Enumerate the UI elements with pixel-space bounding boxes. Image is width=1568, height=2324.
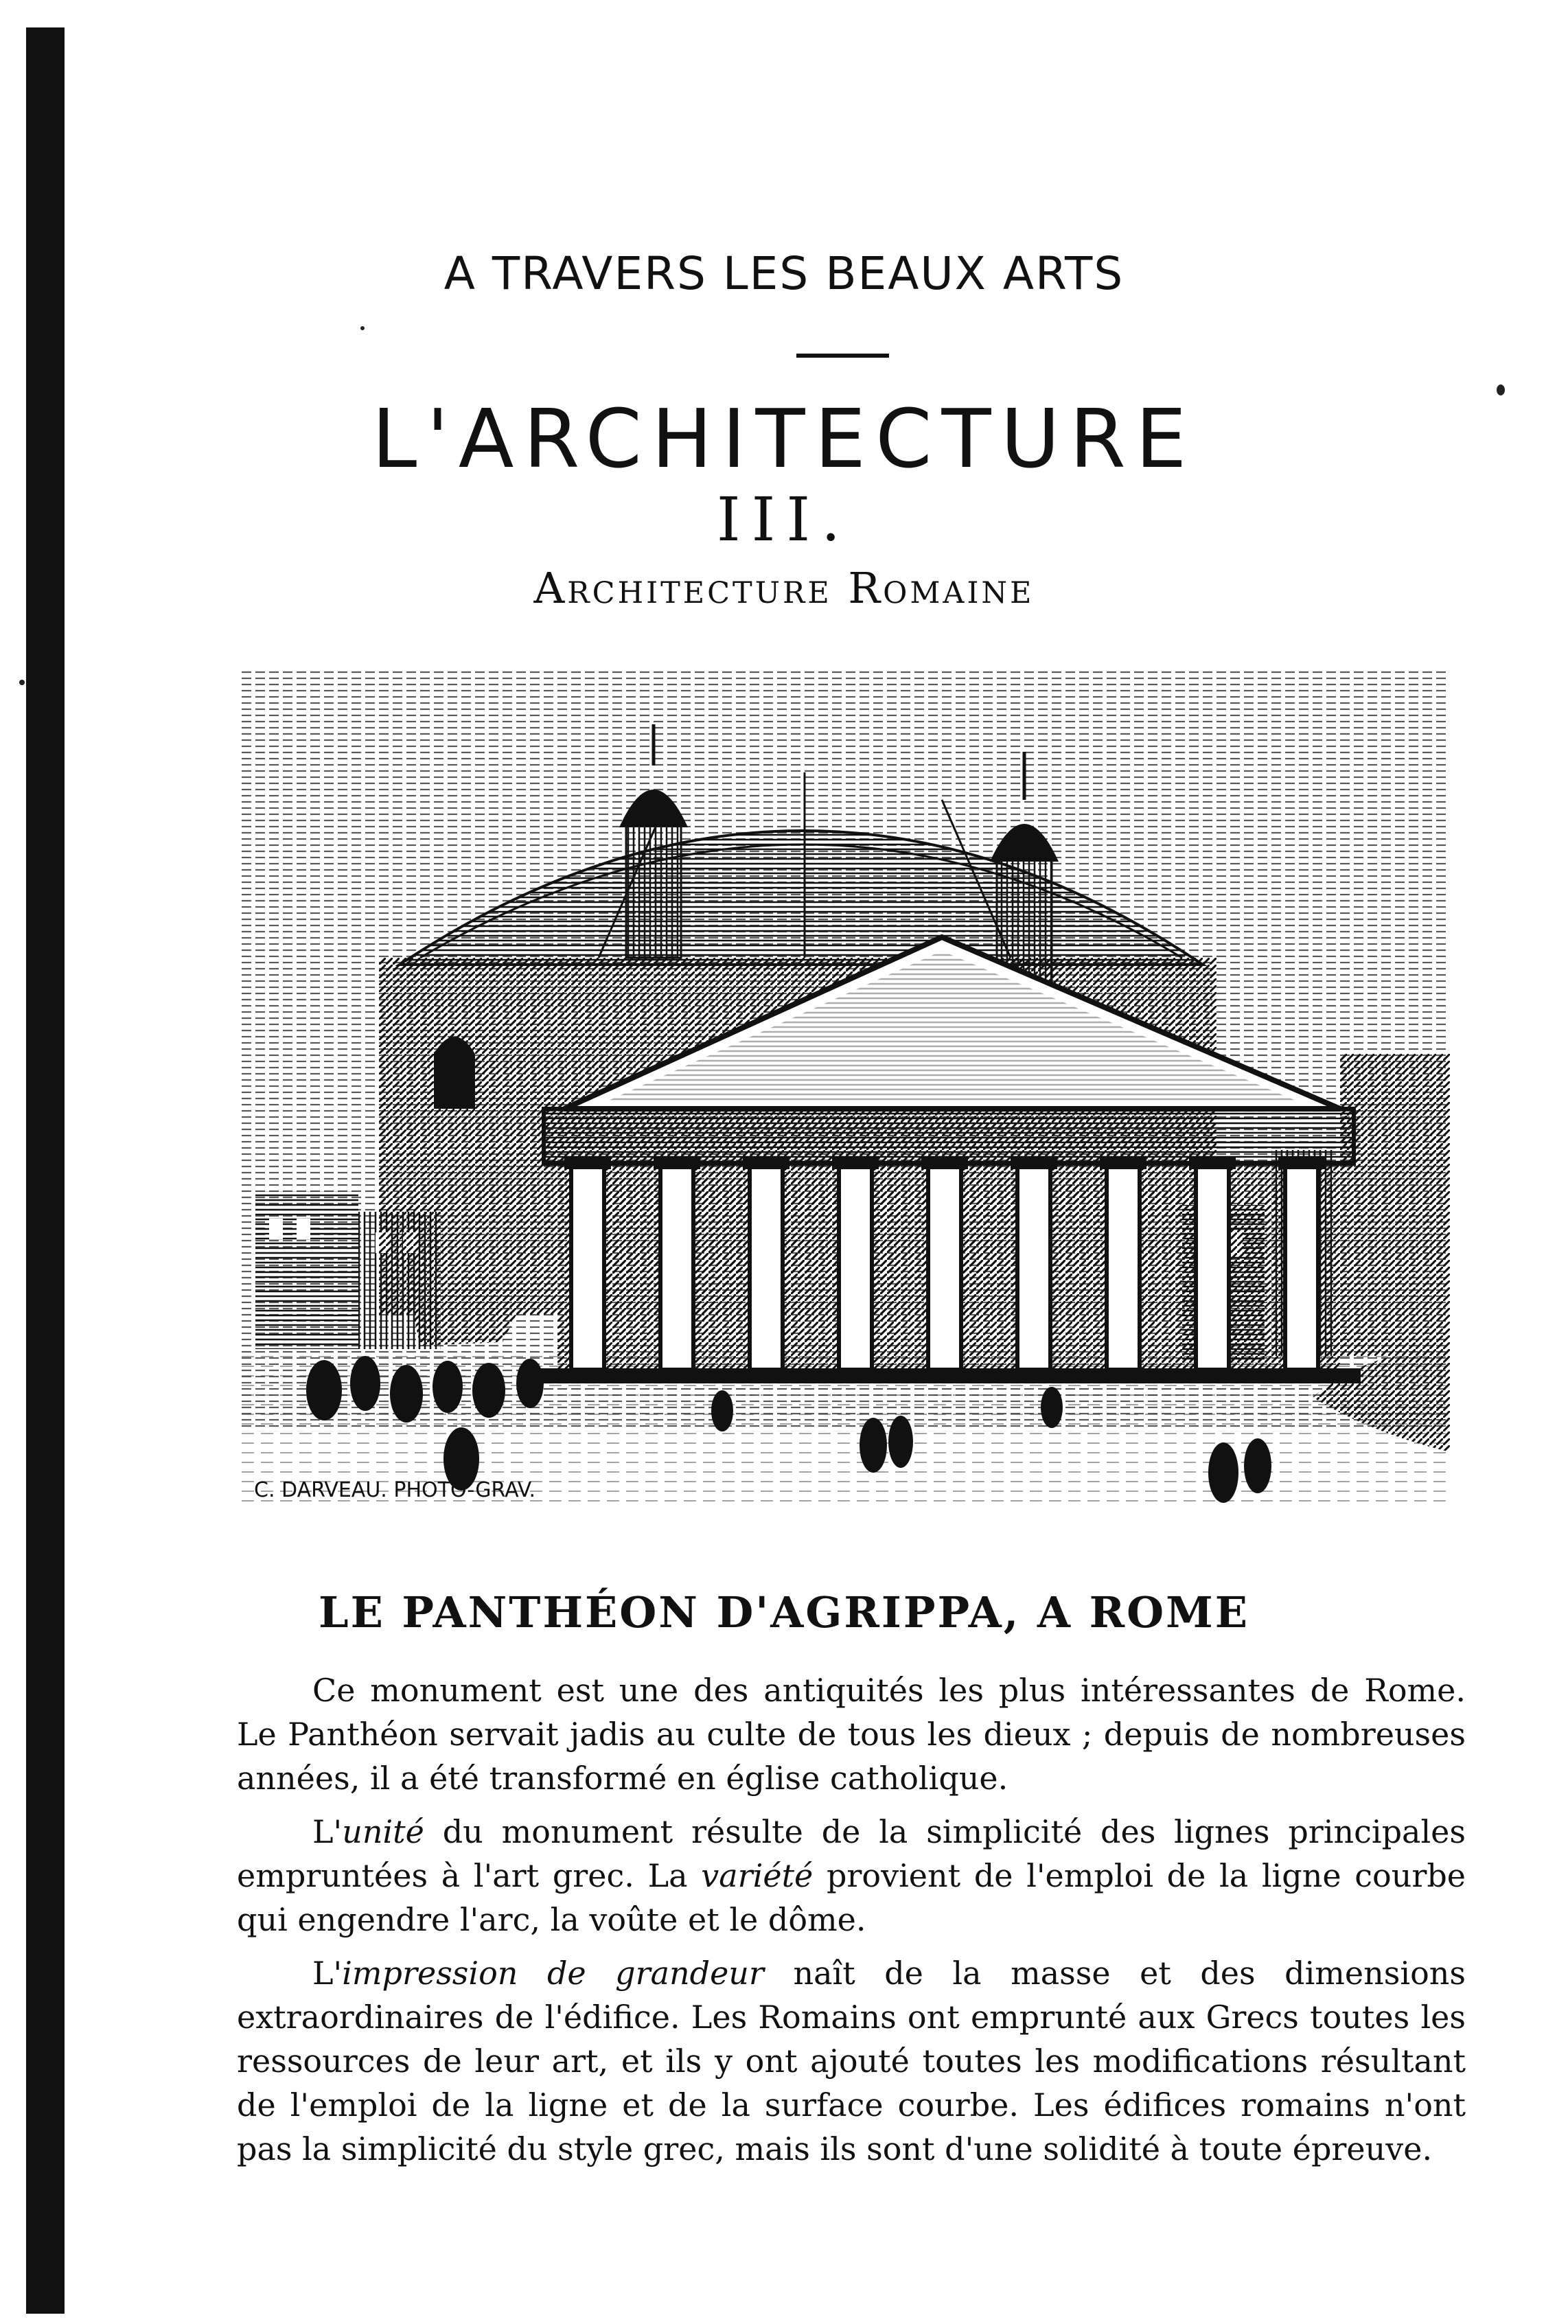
article-body bbox=[237, 1668, 1466, 2181]
part-number: III. bbox=[716, 484, 852, 555]
article-title: L'ARCHITECTURE bbox=[371, 391, 1197, 486]
paragraph bbox=[237, 1951, 1466, 2171]
emphasized-term: impression de grandeur bbox=[342, 1955, 764, 1992]
section-header: A TRAVERS LES BEAUX ARTS bbox=[443, 247, 1125, 300]
paragraph-text: L' bbox=[312, 1813, 343, 1850]
paragraph-text: L' bbox=[312, 1955, 343, 1992]
ink-speck bbox=[19, 680, 25, 685]
article-subtitle: Architecture Romaine bbox=[533, 563, 1035, 613]
paragraph: Ce monument est une des antiquités les plus intéressantes de Rome. Le Panthéon servait jadis au culte de tous les dieux ; depuis de nombreuses années, il a été transformé en église catholique. bbox=[237, 1672, 1466, 1797]
figure-caption: LE PANTHÉON D'AGRIPPA, A ROME bbox=[318, 1587, 1249, 1637]
paragraph bbox=[237, 1810, 1466, 1942]
emphasized-term: unité bbox=[342, 1813, 424, 1850]
paragraph-text: provient de l'emploi de la ligne courbe qui engendre l'arc, la voûte et le dôme. bbox=[237, 1857, 1466, 1938]
binding-edge bbox=[26, 27, 65, 2314]
ink-speck bbox=[360, 326, 365, 330]
header-rule bbox=[796, 354, 889, 358]
paragraph-text: du monument résulte de la simplicité des lignes principales empruntées à l'art grec. La bbox=[237, 1813, 1466, 1894]
engraver-credit: C. DARVEAU. PHOTO-GRAV. bbox=[254, 1478, 535, 1502]
pantheon-engraving bbox=[242, 669, 1450, 1507]
paragraph-text: naît de la masse et des dimensions extraordinaires de l'édifice. Les Romains ont emprunté aux Grecs toutes les ressources de leur art, et ils y ont ajouté toutes les modifications résultant de l'emploi de la ligne et de la surface courbe. Les édifices romains n'ont pas la simplicité du style grec, mais ils sont d'une solidité à toute épreuve. bbox=[237, 1955, 1466, 2167]
emphasized-term: variété bbox=[701, 1857, 814, 1894]
